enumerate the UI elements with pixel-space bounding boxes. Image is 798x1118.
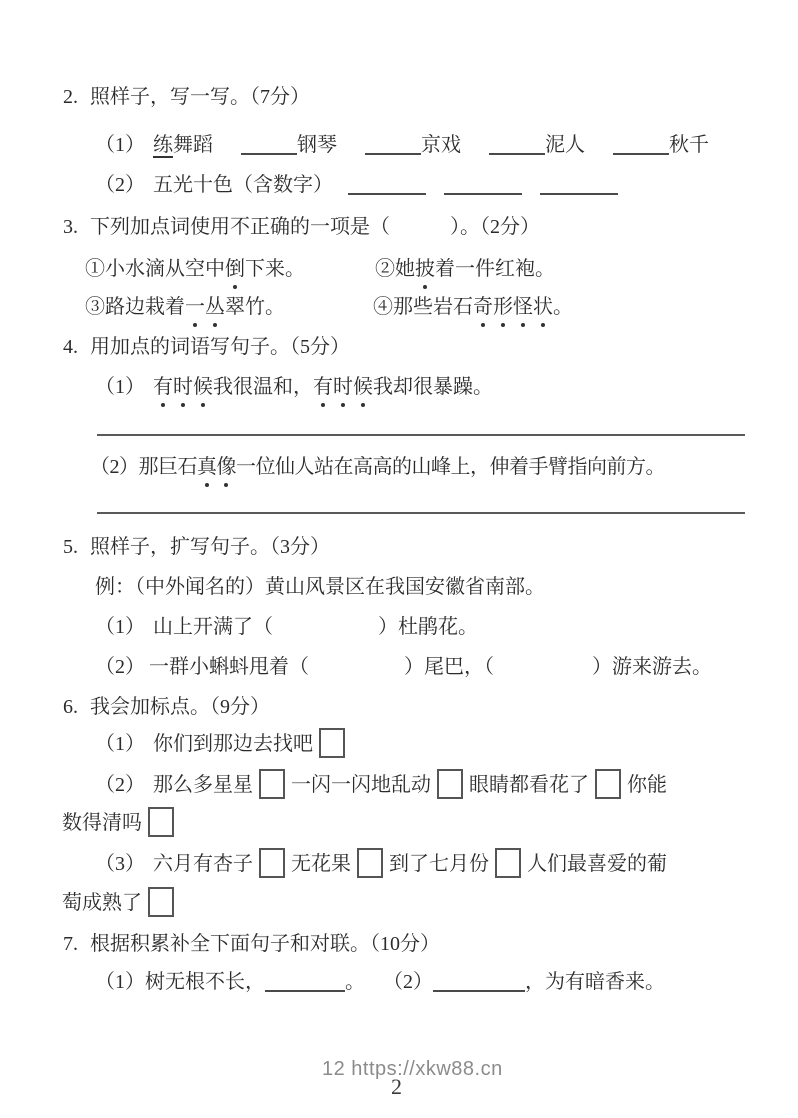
spacer — [78, 949, 90, 950]
spacer — [461, 150, 489, 151]
text-segment: ②她 — [375, 258, 415, 280]
text-segment: 。 — [553, 296, 573, 318]
q6-item2 — [0, 769, 798, 799]
spacer — [145, 150, 153, 151]
text-segment: ）尾巴，（ — [404, 656, 494, 678]
text-segment: 五光十色（含数字） — [153, 174, 333, 196]
punctuation-box — [148, 807, 174, 837]
text-segment: 你们到那边去找吧 — [153, 733, 313, 755]
spacer — [78, 352, 90, 353]
spacer — [522, 190, 540, 191]
text-segment: （2）那巨石 — [90, 456, 197, 478]
spacer — [585, 150, 613, 151]
q3-options-1-2 — [0, 254, 798, 284]
text-segment: 你能 — [627, 774, 667, 796]
text-segment: 下列加点词使用不正确的一项是（ — [90, 216, 390, 238]
emphasized-text — [185, 296, 225, 318]
q7-item1 — [0, 967, 798, 997]
spacer — [305, 274, 375, 275]
blank-line — [613, 135, 669, 155]
spacer — [494, 672, 592, 673]
emphasis-dot-char: 时 — [333, 372, 353, 402]
blank-line — [241, 135, 297, 155]
text-segment: 一群小蝌蚪甩着（ — [149, 656, 309, 678]
text-segment: （1） — [95, 134, 145, 156]
emphasized-text — [415, 258, 435, 280]
text-segment: 我很温和， — [213, 376, 313, 398]
spacer — [145, 632, 153, 633]
text-segment: ，为有暗香来。 — [525, 971, 665, 993]
text-segment: 数得清吗 — [62, 812, 142, 834]
q6-item1 — [0, 728, 798, 758]
punctuation-box — [437, 769, 463, 799]
text-segment: （2） — [95, 774, 145, 796]
emphasized-text — [153, 376, 213, 398]
punctuation-box — [148, 887, 174, 917]
watermark-url: 12 https://xkw88.cn — [322, 1058, 503, 1080]
text-segment: 7. — [63, 933, 78, 955]
text-segment: （3） — [95, 853, 145, 875]
text-segment: 萄成熟了 — [62, 892, 142, 914]
text-segment: 我却很暴躁。 — [373, 376, 493, 398]
emphasis-dot-char: 怪 — [513, 292, 533, 322]
q2-item1 — [0, 130, 798, 160]
punctuation-box — [259, 848, 285, 878]
text-segment: 4. — [63, 336, 78, 358]
text-segment: 一位仙人站在高高的山峰上，伸着手臂指向前方。 — [236, 456, 665, 478]
blank-line — [444, 175, 522, 195]
emphasis-dot-char: 丛 — [205, 292, 225, 322]
text-segment: 六月有杏子 — [153, 853, 253, 875]
text-segment: 用加点的词语写句子。（5分） — [90, 336, 350, 358]
spacer — [285, 312, 373, 313]
q6-header — [0, 692, 798, 722]
q5-item2 — [0, 652, 798, 682]
emphasis-dot-char: 候 — [353, 372, 373, 402]
q4-item1 — [0, 372, 798, 402]
text-segment: 5. — [63, 536, 78, 558]
spacer — [365, 987, 383, 988]
spacer — [78, 232, 90, 233]
text-segment: （1） — [95, 733, 145, 755]
text-segment: ）杜鹃花。 — [378, 616, 478, 638]
emphasis-dot-char: 状 — [533, 292, 553, 322]
q6-item3-cont — [0, 887, 798, 917]
text-segment: 泥人 — [545, 134, 585, 156]
text-segment: 秋千 — [669, 134, 709, 156]
text-segment: 京戏 — [421, 134, 461, 156]
blank-line — [265, 972, 345, 992]
q5-item1 — [0, 612, 798, 642]
text-segment: ④那些岩石 — [373, 296, 473, 318]
q6-item2-cont — [0, 807, 798, 837]
q2-item2 — [0, 170, 798, 200]
text-segment: 山上开满了（ — [153, 616, 273, 638]
underlined-text: 练 — [153, 134, 173, 156]
text-segment: （2） — [383, 971, 433, 993]
text-segment: 照样子，扩写句子。（3分） — [90, 536, 330, 558]
blank-line — [540, 175, 618, 195]
q3-header — [0, 212, 798, 242]
blank-line — [489, 135, 545, 155]
emphasis-dot-char: 候 — [193, 372, 213, 402]
emphasized-text — [225, 258, 245, 280]
text-segment: ）游来游去。 — [592, 656, 712, 678]
emphasis-dot-char: 披 — [415, 254, 435, 284]
text-segment: （1） — [95, 376, 145, 398]
text-segment: （1） — [95, 616, 145, 638]
text-segment: 。 — [345, 971, 365, 993]
emphasis-dot-char: 一 — [185, 292, 205, 322]
spacer — [78, 712, 90, 713]
text-segment: 人们最喜爱的葡 — [527, 853, 667, 875]
q6-item3 — [0, 848, 798, 878]
text-segment: ①小水滴从空中 — [85, 258, 225, 280]
text-segment: （2） — [95, 174, 145, 196]
text-segment: 6. — [63, 696, 78, 718]
blank-line — [433, 972, 525, 992]
spacer — [145, 392, 153, 393]
q5-header — [0, 532, 798, 562]
punctuation-box — [495, 848, 521, 878]
q4-answer-line-2 — [97, 512, 745, 514]
text-segment: 到了七月份 — [389, 853, 489, 875]
text-segment: （1）树无根不长， — [95, 971, 265, 993]
emphasized-text — [197, 456, 236, 478]
text-segment: 那么多星星 — [153, 774, 253, 796]
spacer — [390, 232, 450, 233]
text-segment: ）。（2分） — [450, 216, 540, 238]
text-segment: 舞蹈 — [173, 134, 213, 156]
text-segment: 一闪一闪地乱动 — [291, 774, 431, 796]
blank-line — [365, 135, 421, 155]
text-segment: 着一件红袍。 — [435, 258, 555, 280]
text-segment: 钢琴 — [297, 134, 337, 156]
text-segment: 我会加标点。（9分） — [90, 696, 270, 718]
spacer — [78, 102, 90, 103]
text-segment: （2） — [95, 656, 145, 678]
q7-header — [0, 929, 798, 959]
emphasis-dot-char: 奇 — [473, 292, 493, 322]
emphasis-dot-char: 形 — [493, 292, 513, 322]
page-number: 2 — [391, 1074, 402, 1099]
emphasized-text — [473, 296, 553, 318]
q4-answer-line-1 — [97, 434, 745, 436]
spacer — [145, 190, 153, 191]
spacer — [333, 190, 348, 191]
emphasized-text — [313, 376, 373, 398]
emphasis-dot-char: 倒 — [225, 254, 245, 284]
punctuation-box — [595, 769, 621, 799]
text-segment: 翠竹。 — [225, 296, 285, 318]
text-segment: 3. — [63, 216, 78, 238]
spacer — [145, 869, 153, 870]
text-segment: 根据积累补全下面句子和对联。（10分） — [90, 933, 440, 955]
text-segment: 2. — [63, 86, 78, 108]
text-segment: 无花果 — [291, 853, 351, 875]
text-segment: 下来。 — [245, 258, 305, 280]
spacer — [213, 150, 241, 151]
text-segment: ③路边栽着 — [85, 296, 185, 318]
spacer — [337, 150, 365, 151]
spacer — [309, 672, 404, 673]
emphasis-dot-char: 有 — [313, 372, 333, 402]
emphasis-dot-char: 像 — [217, 452, 237, 482]
spacer — [426, 190, 444, 191]
emphasis-dot-char: 真 — [197, 452, 217, 482]
blank-line — [348, 175, 426, 195]
punctuation-box — [259, 769, 285, 799]
q4-header — [0, 332, 798, 362]
q5-example — [0, 572, 798, 602]
spacer — [145, 790, 153, 791]
text-segment: 照样子，写一写。（7分） — [90, 86, 310, 108]
emphasis-dot-char: 有 — [153, 372, 173, 402]
spacer — [145, 749, 153, 750]
emphasis-dot-char: 时 — [173, 372, 193, 402]
punctuation-box — [357, 848, 383, 878]
q2-header — [0, 82, 798, 112]
text-segment: 眼睛都看花了 — [469, 774, 589, 796]
punctuation-box — [319, 728, 345, 758]
q3-options-3-4 — [0, 292, 798, 322]
spacer — [273, 632, 378, 633]
text-segment: 例：（中外闻名的）黄山风景区在我国安徽省南部。 — [95, 576, 545, 598]
q4-item2 — [0, 452, 798, 482]
spacer — [78, 552, 90, 553]
